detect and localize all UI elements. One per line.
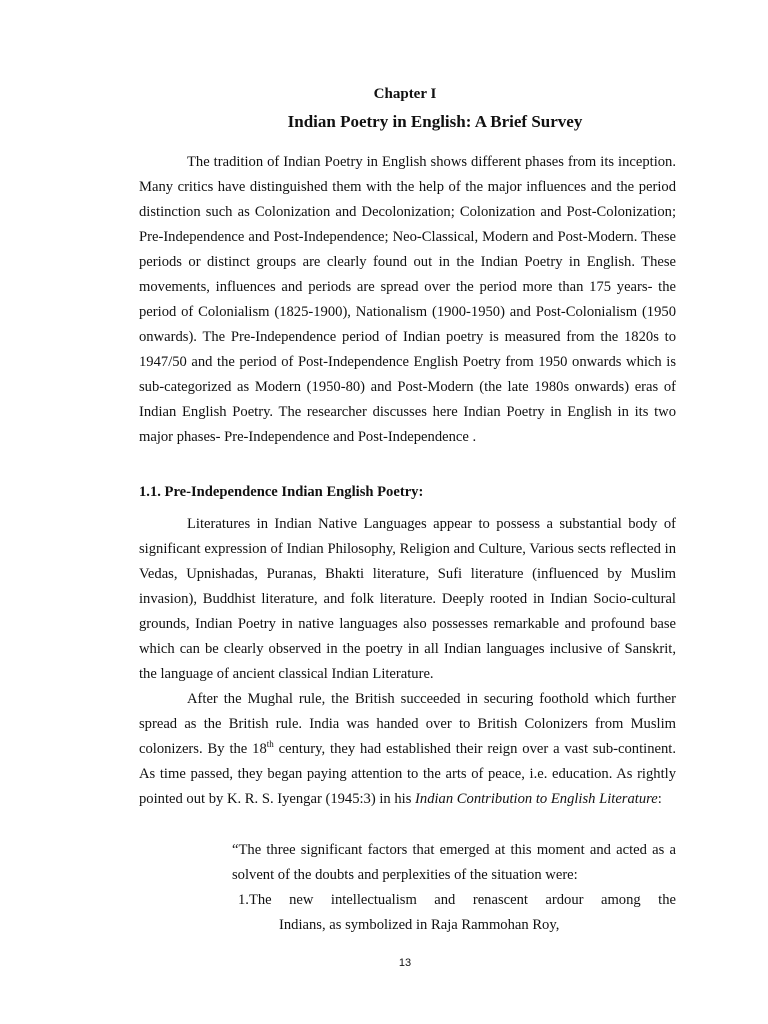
book-title: Indian Contribution to English Literature: [415, 791, 658, 807]
intro-paragraph: The tradition of Indian Poetry in English shows different phases from its inception. Many critics have distinguished them with the help of the major influences and the period distinction such as Colonization and Decolonization; Colonization and Post-Colonization; Pre-Independence and Post-Independence; Neo-Classical, Modern and Post-Modern. These periods or distinct groups are clearly found out in the Indian Poetry in English. These movements, influences and periods are spread over the period more than 175 years- the period of Colonialism (1825-1900), Nationalism (1900-1950) and Post-Colonialism (1950 onwards). The Pre-Independence period of Indian poetry is measured from the 1820s to 1947/50 and the period of Post-Independence English Poetry from 1950 onwards which is sub-categorized as Modern (1950-80) and Post-Modern (the late 1980s onwards) eras of Indian English Poetry. The researcher discusses here Indian Poetry in English in its two major phases- Pre-Independence and Post-Independence .: [139, 154, 676, 445]
section-paragraph-1: Literatures in Indian Native Languages appear to possess a substantial body of significant expression of Indian Philosophy, Religion and Culture, Various sects reflected in Vedas, Upnishadas, Puranas, Bhakti literature, Sufi literature (influenced by Muslim invasion), Buddhist literature, and folk literature. Deeply rooted in Indian Socio-cultural grounds, Indian Poetry in native languages also possesses remarkable and profound base which can be clearly observed in the poetry in all Indian languages inclusive of Sanskrit, the language of ancient classical Indian Literature.: [139, 516, 676, 682]
section-heading: 1.1. Pre-Independence Indian English Poetry:: [139, 484, 424, 500]
quote-list-item-line-2: Indians, as symbolized in Raja Rammohan Roy,: [279, 917, 560, 933]
paragraph-text-part-3: :: [657, 791, 662, 807]
quote-list-item-line-1: 1.The new intellectualism and renascent ardour among the: [238, 892, 676, 908]
chapter-label: Chapter I: [373, 86, 437, 102]
block-quote-list-item: [232, 888, 676, 938]
section-paragraph-2: [139, 687, 676, 812]
block-quote-intro: “The three significant factors that emerged at this moment and acted as a solvent of the doubts and perplexities of the situation were:: [232, 842, 676, 883]
chapter-title: Indian Poetry in English: A Brief Survey: [287, 112, 583, 131]
superscript-th: th: [266, 739, 274, 750]
paragraph-text-part-1: After the Mughal rule, the British succeeded in securing foothold which further spread as the British rule. India was handed over to British Colonizers from Muslim colonizers. By the 18: [139, 691, 676, 757]
page-number: 13: [398, 957, 412, 969]
paragraph-text-part-2: century, they had established their reign over a vast sub-continent. As time passed, they began paying attention to the arts of peace, i.e. education. As rightly pointed out by K. R. S. Iyengar (1945:3) in his: [139, 741, 676, 807]
